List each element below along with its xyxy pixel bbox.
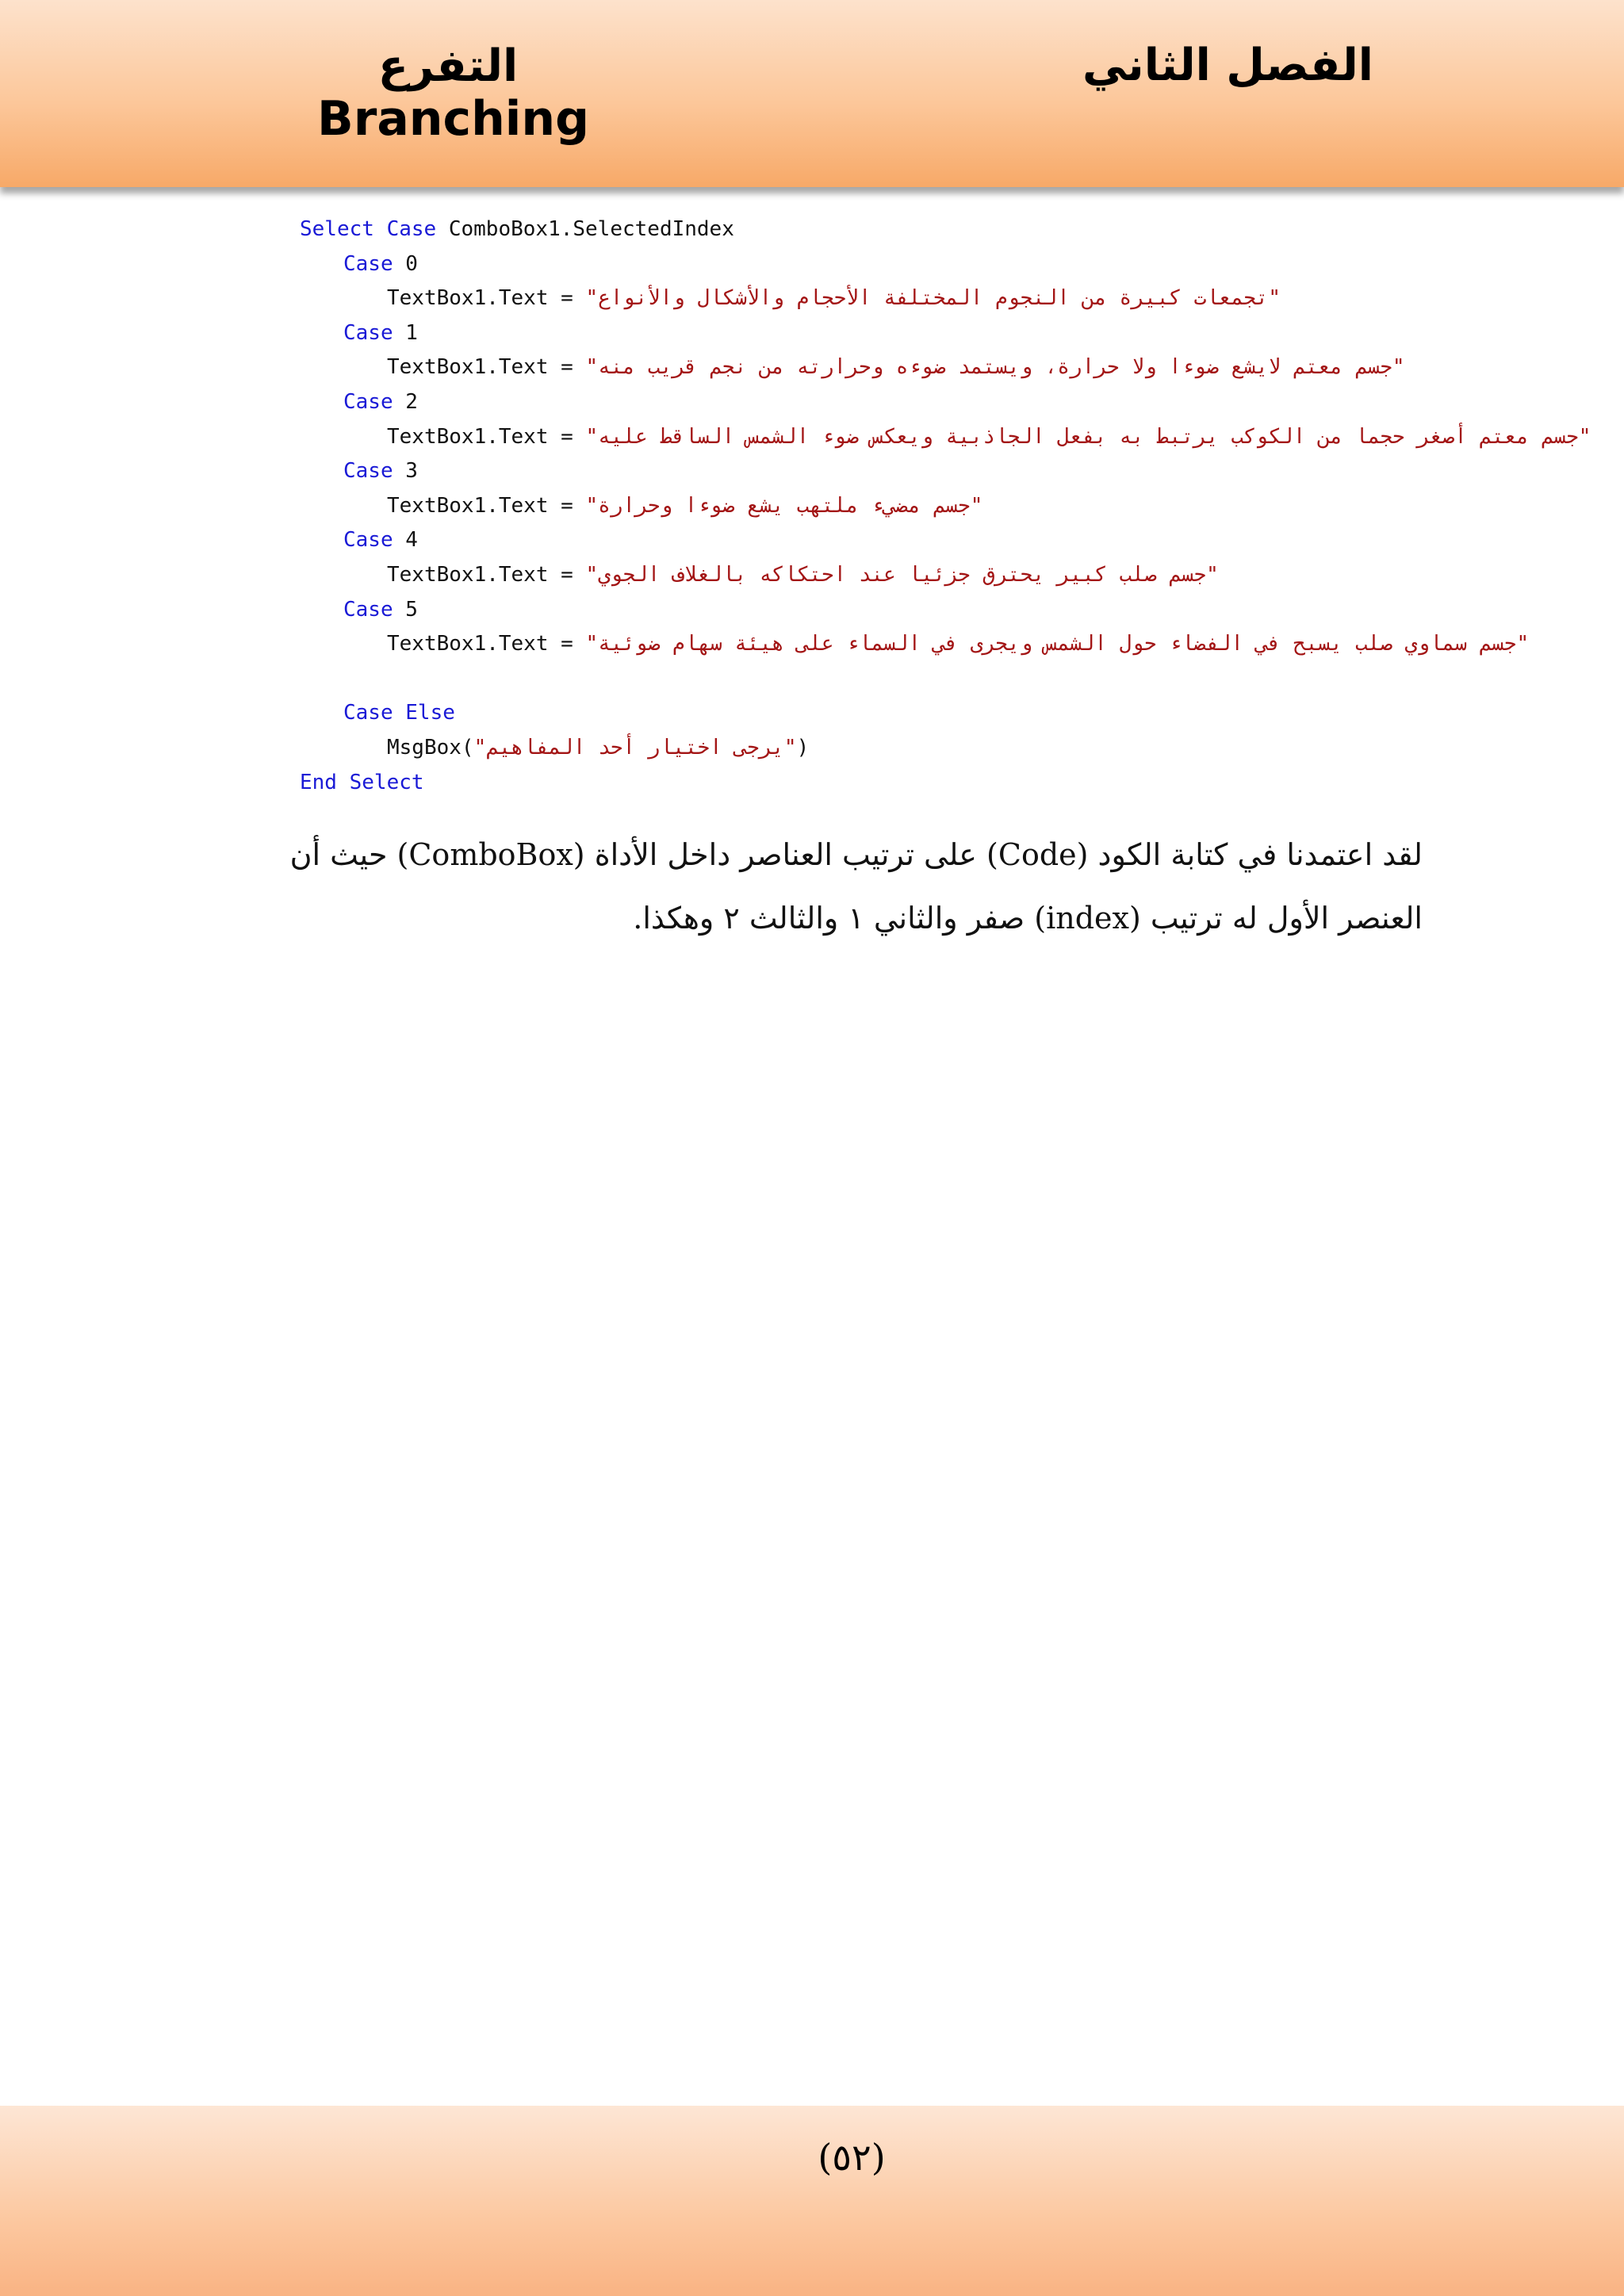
- case-value: 1: [393, 320, 418, 345]
- string-literal: "جسم صلب كبير يحترق جزئيا عند احتكاكه بالغلاف الجوي": [585, 562, 1219, 587]
- code-listing: [300, 212, 1591, 800]
- keyword-case: Case: [343, 459, 393, 484]
- code-blank-line: [300, 662, 1489, 697]
- msgbox-call: MsgBox(: [387, 735, 474, 760]
- explanation-paragraph: [289, 823, 1423, 950]
- page-header: [0, 0, 1624, 187]
- msgbox-close: ): [796, 735, 810, 760]
- assign-prefix: TextBox1.Text =: [387, 493, 586, 518]
- code-line-assign-1: [300, 350, 1489, 385]
- keyword-select-case: Select Case: [300, 217, 437, 241]
- code-line-select: [300, 212, 1489, 247]
- keyword-case: Case: [343, 320, 393, 345]
- keyword-end-select: End Select: [300, 770, 424, 794]
- page-footer: [0, 2106, 1624, 2296]
- code-line-case-else: [300, 696, 1489, 731]
- code-line-assign-3: [300, 489, 1489, 524]
- case-value: 0: [393, 251, 418, 276]
- chapter-title: الفصل الثاني: [1082, 40, 1373, 91]
- code-line-case-3: [300, 454, 1489, 489]
- string-literal: "يرجى اختيار أحد المفاهيم": [473, 735, 797, 760]
- case-value: 5: [393, 597, 418, 622]
- string-literal: "جسم معتم لايشع ضوءا ولا حرارة، ويستمد ضوءه وحرارته من نجم قريب منه": [585, 355, 1405, 380]
- code-line-case-2: [300, 385, 1489, 420]
- paragraph-line-2: العنصر الأول له ترتيب (index) صفر والثاني ١ والثالث ٢ وهكذا.: [633, 901, 1423, 936]
- code-line-case-1: [300, 316, 1489, 351]
- topic-title-english: Branching: [317, 91, 590, 147]
- code-line-assign-4: [300, 558, 1489, 593]
- code-line-case-5: [300, 593, 1489, 628]
- assign-prefix: TextBox1.Text =: [387, 632, 586, 656]
- case-value: 3: [393, 459, 418, 484]
- assign-prefix: TextBox1.Text =: [387, 355, 586, 380]
- code-line-case-4: [300, 523, 1489, 558]
- string-literal: "تجمعات كبيرة من النجوم المختلفة الأحجام والأشكال والأنواع": [585, 286, 1281, 311]
- assign-prefix: TextBox1.Text =: [387, 286, 586, 311]
- code-line-assign-0: [300, 281, 1489, 316]
- case-value: 2: [393, 389, 418, 414]
- keyword-case: Case: [343, 528, 393, 553]
- code-line-end-select: [300, 766, 1489, 801]
- code-line-assign-2: [300, 420, 1591, 455]
- string-literal: "جسم معتم أصغر حجما من الكوكب يرتبط به بفعل الجاذبية ويعكس ضوء الشمس الساقط عليه": [585, 424, 1591, 449]
- case-value: 4: [393, 528, 418, 553]
- assign-prefix: TextBox1.Text =: [387, 424, 586, 449]
- keyword-case: Case: [343, 597, 393, 622]
- keyword-case: Case: [343, 389, 393, 414]
- assign-prefix: TextBox1.Text =: [387, 562, 586, 587]
- topic-title: [317, 40, 590, 147]
- string-literal: "جسم سماوي صلب يسبح في الفضاء حول الشمس ويجرى في السماء على هيئة سهام ضوئية": [585, 632, 1530, 656]
- page-number: (٥٢): [818, 2136, 886, 2179]
- select-expression: ComboBox1.SelectedIndex: [436, 217, 734, 241]
- string-literal: "جسم مضيء ملتهب يشع ضوءا وحرارة": [585, 493, 983, 518]
- code-line-case-0: [300, 247, 1489, 282]
- keyword-case-else: Case Else: [343, 701, 455, 725]
- paragraph-line-1: لقد اعتمدنا في كتابة الكود (Code) على ترتيب العناصر داخل الأداة (ComboBox) حيث أن: [289, 837, 1423, 872]
- topic-title-arabic: التفرع: [377, 40, 519, 92]
- keyword-case: Case: [343, 251, 393, 276]
- code-line-msgbox: [300, 731, 1489, 766]
- code-line-assign-5: [300, 627, 1530, 662]
